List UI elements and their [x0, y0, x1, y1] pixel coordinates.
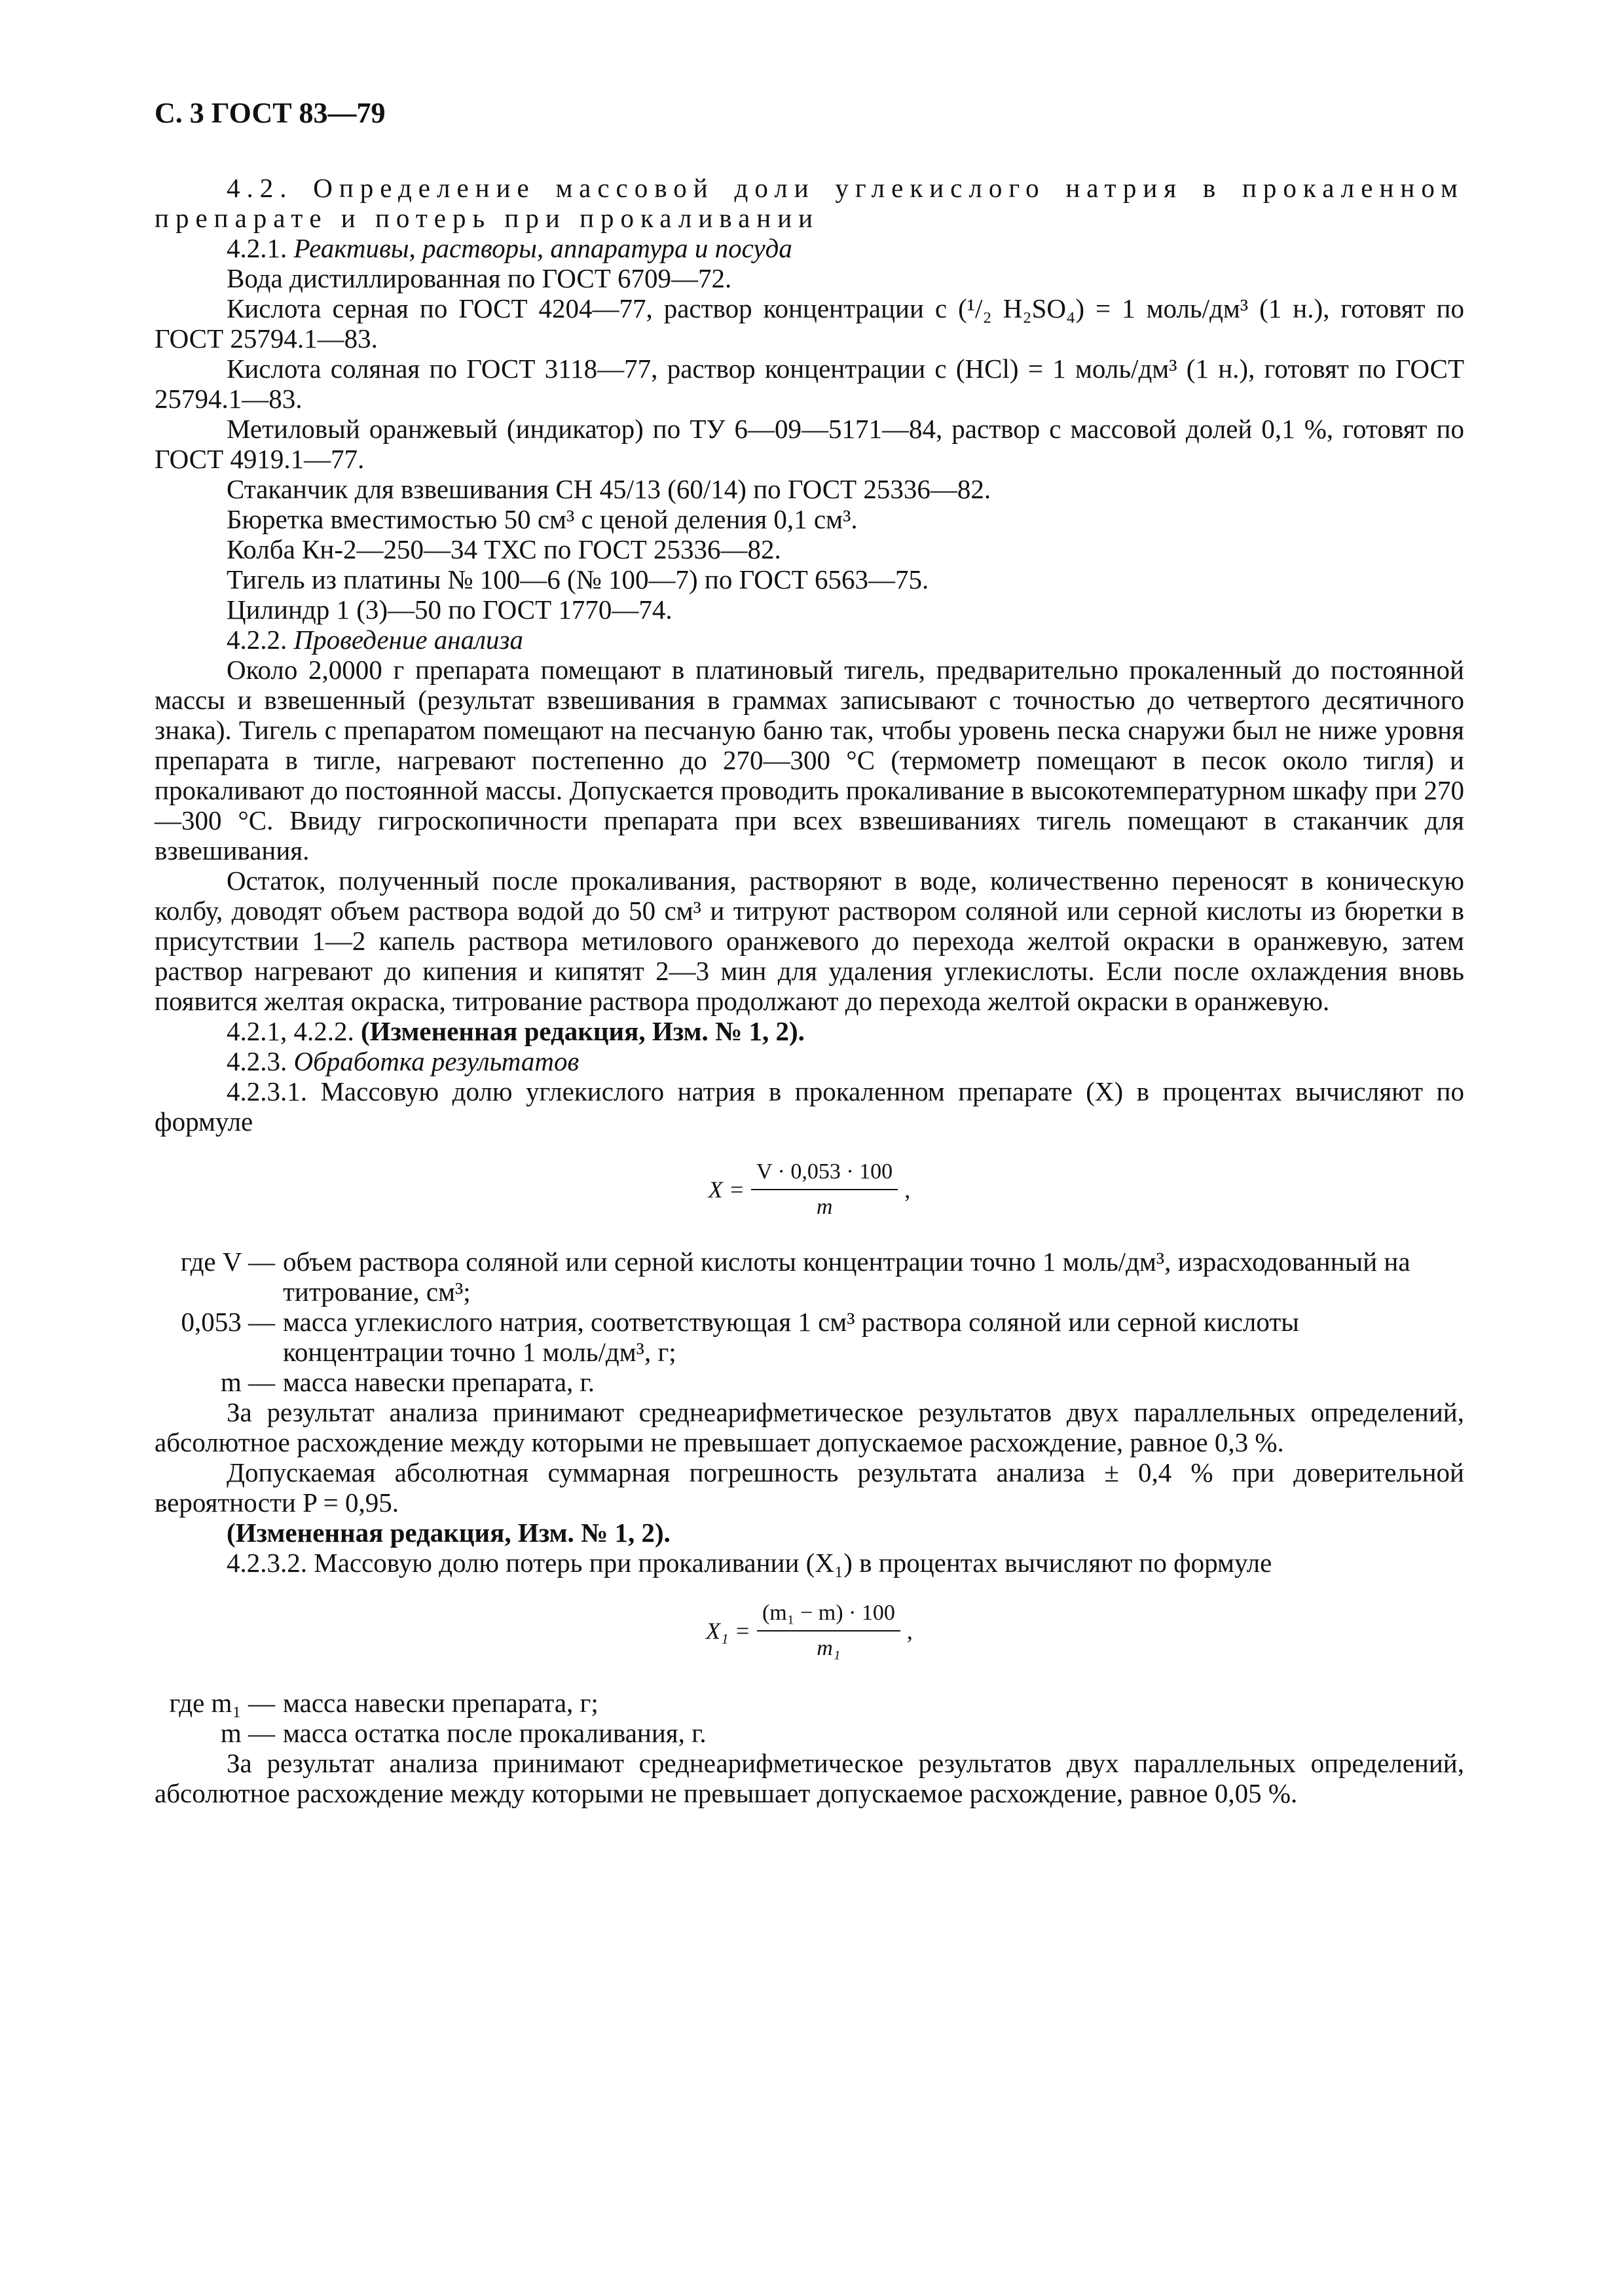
result-paragraph-1: За результат анализа принимают среднеарифметическое результатов двух параллельных определений, абсолютное расхождение между которыми не превышает допускаемое расхождение, равное 0,3 %.: [155, 1397, 1464, 1457]
legend-description: масса навески препарата, г;: [283, 1688, 599, 1718]
result-paragraph-2: За результат анализа принимают среднеарифметическое результатов двух параллельных определений, абсолютное расхождение между которыми не превышает допускаемое расхождение, равное 0,05 %.: [155, 1748, 1464, 1808]
reagent-item: Бюретка вместимостью 50 см³ с ценой деления 0,1 см³.: [227, 504, 858, 534]
formula-x1-legend: [155, 1688, 1464, 1748]
reagent-item: Цилиндр 1 (3)—50 по ГОСТ 1770—74.: [227, 594, 673, 625]
formula-numerator: (m₁ − m) · 100: [757, 1600, 900, 1631]
formula-lhs: X =: [708, 1176, 745, 1203]
legend-description: объем раствора соляной или серной кислоты концентрации точно 1 моль/дм³, израсходованный на титрование, см³;: [283, 1247, 1410, 1307]
amendment-prefix: 4.2.1, 4.2.2.: [227, 1016, 354, 1046]
amendment-note-1: [155, 1016, 1464, 1046]
reagent-item: Метиловый оранжевый (индикатор) по ТУ 6—09—5171—84, раствор с массовой долей 0,1 %, готовят по ГОСТ 4919.1—77.: [155, 414, 1464, 474]
section-4-2-2-heading: [155, 625, 1464, 655]
reagent-item: Кислота соляная по ГОСТ 3118—77, раствор концентрации c (HCl) = 1 моль/дм³ (1 н.), готовят по ГОСТ 25794.1—83.: [155, 354, 1464, 414]
section-4-2-3-heading: [155, 1046, 1464, 1076]
legend-symbol: m —: [220, 1367, 275, 1397]
section-number: 4.2.1.: [227, 233, 287, 263]
formula-denominator: m: [816, 1195, 833, 1219]
formula-x: [155, 1159, 1464, 1220]
section-4-2-3-1-text: 4.2.3.1. Массовую долю углекислого натрия в прокаленном препарате (X) в процентах вычисляют по формуле: [155, 1076, 1464, 1137]
formula-tail: ,: [906, 1618, 913, 1644]
reagent-item: Стаканчик для взвешивания СН 45/13 (60/14) по ГОСТ 25336—82.: [227, 474, 991, 504]
legend-symbol: 0,053 —: [181, 1307, 275, 1337]
formula-x-legend: [155, 1247, 1464, 1397]
reagent-item: Вода дистиллированная по ГОСТ 6709—72.: [227, 263, 732, 293]
analysis-paragraph-1: Около 2,0000 г препарата помещают в платиновый тигель, предварительно прокаленный до постоянной массы и взвешенный (результат взвешивания в граммах записывают с точностью до четвертого десятичного знака). Тигель с препаратом помещают на песчаную баню так, чтобы уровень песка снаружи был не ниже уровня препарата в тигле, нагревают постепенно до 270—300 °С (термометр помещают в песок около тигля) и прокаливают до постоянной массы. Допускается проводить прокаливание в высокотемпературном шкафу при 270—300 °С. Ввиду гигроскопичности препарата при всех взвешиваниях тигель помещают в стаканчик для взвешивания.: [155, 655, 1464, 866]
section-number: 4.2.2.: [227, 625, 287, 655]
analysis-paragraph-2: Остаток, полученный после прокаливания, растворяют в воде, количественно переносят в коническую колбу, доводят объем раствора водой до 50 см³ и титруют раствором соляной или серной кислоты из бюретки в присутствии 1—2 капель раствора метилового оранжевого до перехода желтой окраски в оранжевую, затем раствор нагревают до кипения и кипятят 2—3 мин для удаления углекислоты. Если после охлаждения вновь появится желтая окраска, титрование раствора продолжают до перехода желтой окраски в оранжевую.: [155, 866, 1464, 1016]
formula-fraction: [757, 1600, 900, 1662]
legend-description: масса углекислого натрия, соответствующая 1 см³ раствора соляной или серной кислоты концентрации точно 1 моль/дм³, г;: [283, 1307, 1299, 1367]
document-page: [155, 98, 1464, 1808]
legend-description: масса остатка после прокаливания, г.: [283, 1718, 707, 1748]
legend-symbol: где m₁ —: [169, 1688, 275, 1718]
formula-tail: ,: [904, 1176, 911, 1203]
formula-x1: [155, 1600, 1464, 1662]
reagent-item: Кислота серная по ГОСТ 4204—77, раствор концентрации c (¹/₂ H₂SO₄) = 1 моль/дм³ (1 н.), готовят по ГОСТ 25794.1—83.: [155, 293, 1464, 354]
section-title: Обработка результатов: [293, 1046, 580, 1076]
section-number: 4.2.3.: [227, 1046, 287, 1076]
section-title: Проведение анализа: [293, 625, 524, 655]
reagent-item: Тигель из платины № 100—6 (№ 100—7) по ГОСТ 6563—75.: [227, 564, 929, 594]
error-paragraph: Допускаемая абсолютная суммарная погрешность результата анализа ± 0,4 % при доверительной вероятности P = 0,95.: [155, 1457, 1464, 1518]
legend-symbol: m —: [220, 1718, 275, 1748]
amendment-text: (Измененная редакция, Изм. № 1, 2).: [361, 1016, 805, 1046]
section-4-2-3-2-text: 4.2.3.2. Массовую долю потерь при прокаливании (X₁) в процентах вычисляют по формуле: [227, 1548, 1272, 1578]
legend-symbol: где V —: [180, 1247, 275, 1277]
reagent-item: Колба Кн-2—250—34 ТХС по ГОСТ 25336—82.: [227, 534, 781, 564]
page-header: С. 3 ГОСТ 83—79: [155, 97, 386, 129]
formula-numerator: V · 0,053 · 100: [751, 1159, 898, 1190]
formula-denominator: m₁: [817, 1636, 841, 1660]
section-4-2-title: 4.2. Определение массовой доли углекислого натрия в прокаленном препарате и потерь при прокаливании: [155, 173, 1464, 233]
section-title: Реактивы, растворы, аппаратура и посуда: [293, 233, 792, 263]
section-4-2-1-heading: [155, 233, 1464, 263]
formula-fraction: [751, 1159, 898, 1220]
amendment-note-2: (Измененная редакция, Изм. № 1, 2).: [227, 1518, 671, 1548]
legend-description: масса навески препарата, г.: [283, 1367, 595, 1397]
formula-lhs: X₁ =: [706, 1618, 750, 1644]
